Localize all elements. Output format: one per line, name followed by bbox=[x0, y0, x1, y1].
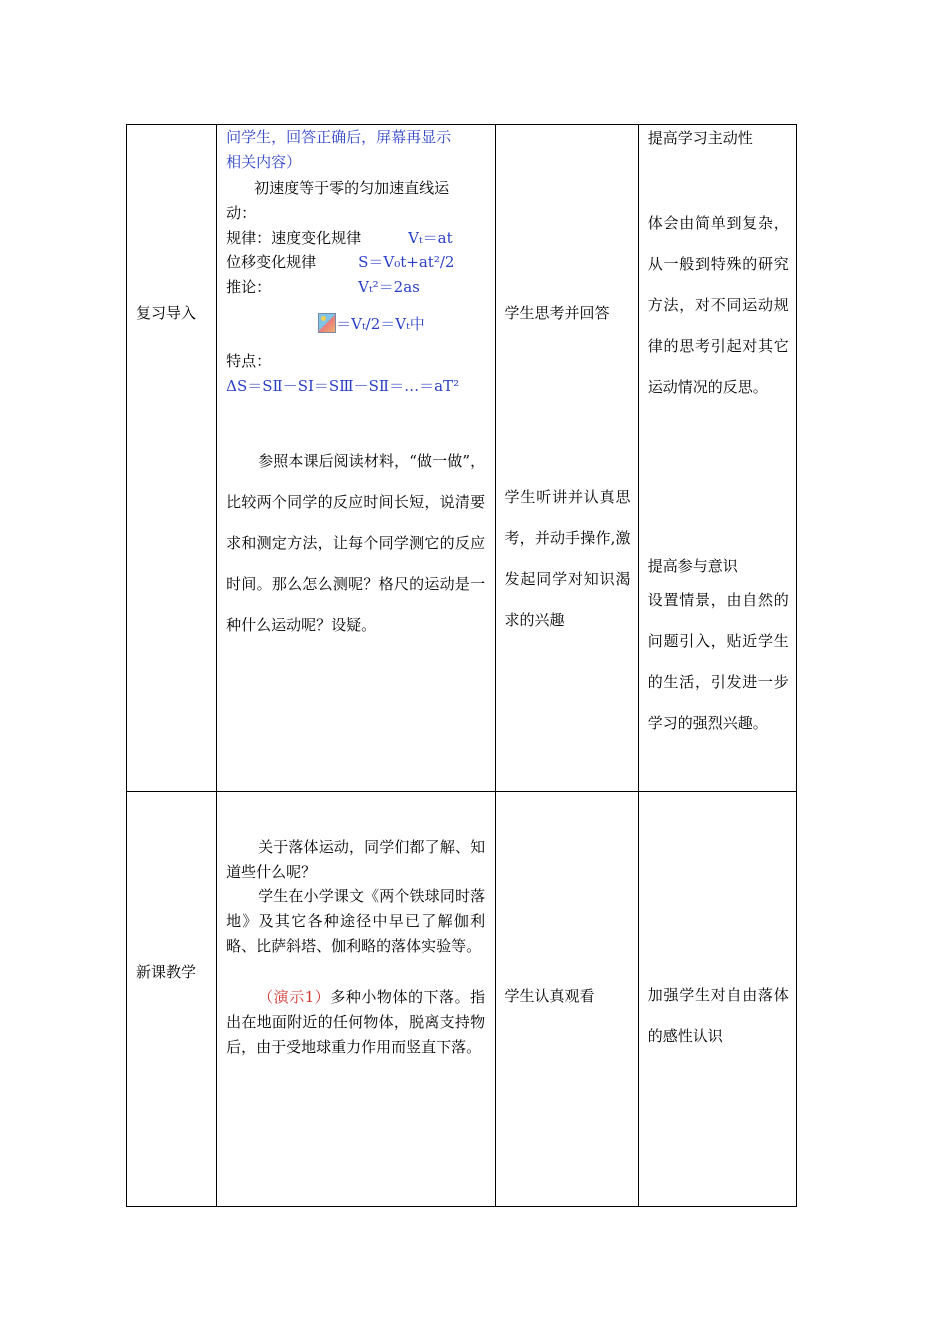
student-activity-text: 学生认真观看 bbox=[504, 987, 595, 1005]
feature-formula: ΔS＝SⅡ－SⅠ＝SⅢ－SⅡ＝…＝aT² bbox=[226, 377, 460, 395]
purpose-text: 提高参与意识 bbox=[647, 557, 738, 575]
teacher-activity-cell bbox=[217, 125, 495, 792]
design-purpose-cell bbox=[638, 792, 796, 1207]
section-label: 新课教学 bbox=[136, 963, 197, 981]
intro-text: 相关内容） bbox=[226, 153, 302, 171]
student-activity-cell bbox=[495, 125, 638, 792]
section-cell bbox=[127, 792, 217, 1207]
demo-paragraph bbox=[226, 985, 485, 1060]
section-cell bbox=[127, 125, 217, 792]
velocity-formula: Vₜ＝at bbox=[408, 229, 453, 247]
demo-text: 多种小物体的下落。指出在地面附近的任何物体，脱离支持物后，由于受地球重力作用而竖直下落。 bbox=[226, 988, 486, 1056]
galileo-paragraph: 学生在小学课文《两个铁球同时落地》及其它各种途径中早已了解伽利略、比萨斜塔、伽利略的落体实验等。 bbox=[226, 887, 486, 955]
student-activity-text: 学生思考并回答 bbox=[504, 304, 610, 322]
design-purpose-cell bbox=[638, 125, 796, 792]
demo-label: （演示1） bbox=[258, 988, 331, 1006]
table-row bbox=[127, 125, 797, 792]
student-activity-cell bbox=[495, 792, 638, 1207]
feature-label: 特点： bbox=[226, 352, 272, 370]
broken-image-icon bbox=[318, 313, 336, 333]
displacement-law-label: 位移变化规律 bbox=[226, 253, 317, 271]
uniform-motion-text: 动： bbox=[226, 204, 257, 222]
purpose-text: 体会由简单到复杂，从一般到特殊的研究方法，对不同运动规律的思考引起对其它运动情况的反思。 bbox=[647, 214, 789, 396]
lesson-plan-table bbox=[126, 124, 797, 1207]
teacher-activity-cell bbox=[217, 792, 495, 1207]
inference-label: 推论： bbox=[226, 278, 272, 296]
velocity-law-label: 规律：速度变化规律 bbox=[226, 229, 362, 247]
inference-formula: Vₜ²＝2as bbox=[358, 278, 420, 296]
mid-velocity-formula: ＝Vₜ/2＝Vₜ中 bbox=[336, 315, 425, 333]
purpose-text: 设置情景，由自然的问题引入，贴近学生的生活，引发进一步学习的强烈兴趣。 bbox=[647, 591, 789, 732]
table-row bbox=[127, 792, 797, 1207]
falling-body-paragraph: 关于落体运动，同学们都了解、知道些什么呢？ bbox=[226, 838, 486, 881]
student-activity-text: 学生听讲并认真思考，并动手操作,激发起同学对知识渴求的兴趣 bbox=[504, 488, 631, 629]
purpose-text: 加强学生对自由落体的感性认识 bbox=[647, 986, 789, 1045]
section-label: 复习导入 bbox=[136, 304, 197, 322]
displacement-formula: S＝V₀t+at²/2 bbox=[358, 253, 455, 271]
purpose-text: 提高学习主动性 bbox=[647, 129, 753, 147]
uniform-motion-text: 初速度等于零的匀加速直线运 bbox=[254, 179, 450, 197]
mid-velocity-formula-line bbox=[318, 313, 425, 334]
reading-material-paragraph: 参照本课后阅读材料，“做一做”，比较两个同学的反应时间长短，说清要求和测定方法，让每个同学测它的反应时间。那么怎么测呢？格尺的运动是一种什么运动呢？设疑。 bbox=[226, 452, 486, 634]
intro-text: 问学生，回答正确后，屏幕再显示 bbox=[226, 128, 452, 146]
